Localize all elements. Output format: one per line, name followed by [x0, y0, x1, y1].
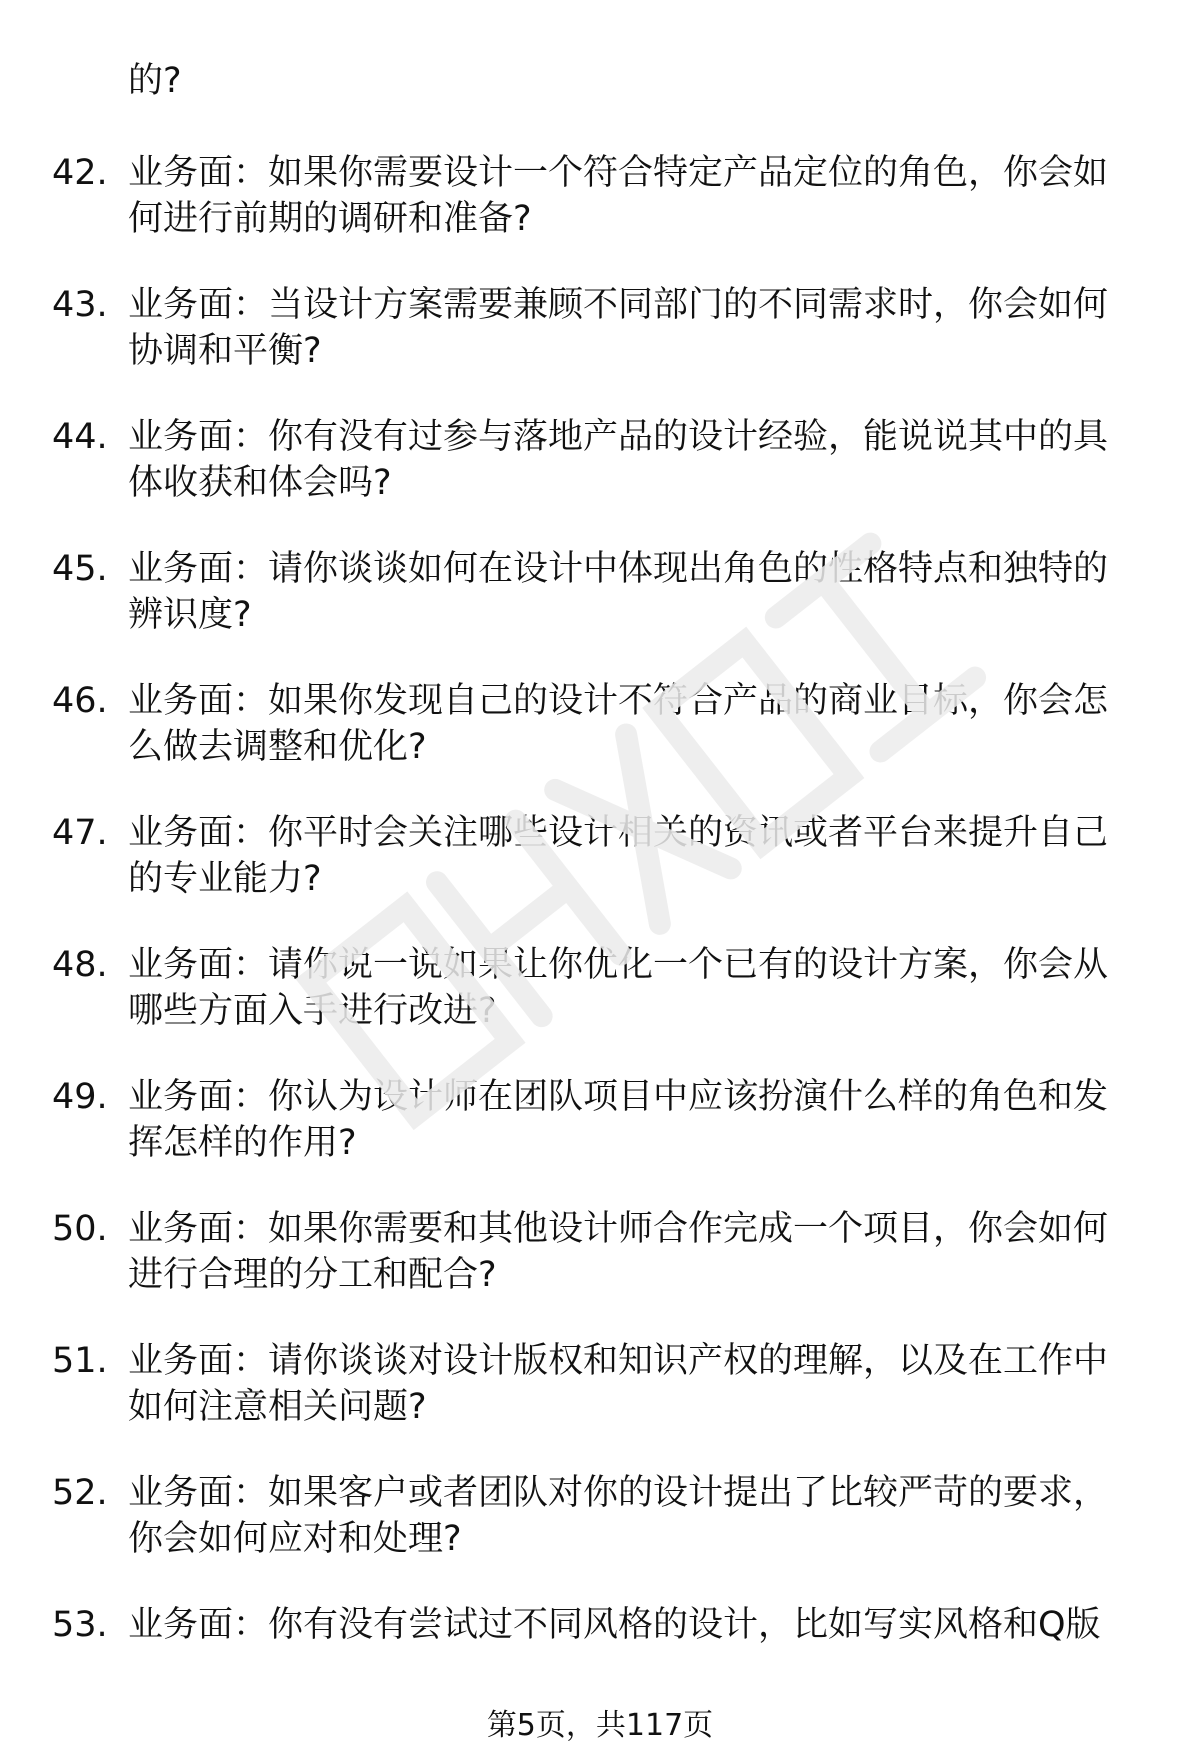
- list-item: [0, 1590, 1200, 1722]
- page-footer: 第5页，共117页: [486, 1708, 714, 1743]
- list-item: [0, 534, 1200, 666]
- list-item: [0, 1062, 1200, 1194]
- question-number: 43.: [52, 285, 108, 325]
- question-text: 业务面：请你谈谈对设计版权和知识产权的理解，以及在工作中 如何注意相关问题?: [128, 1341, 1109, 1427]
- list-item: [0, 798, 1200, 930]
- question-number: 44.: [52, 417, 108, 457]
- question-text: 业务面：你有没有尝试过不同风格的设计，比如写实风格和Q版: [128, 1605, 1101, 1645]
- question-number: 46.: [52, 681, 108, 721]
- question-text: 业务面：当设计方案需要兼顾不同部门的不同需求时，你会如何 协调和平衡?: [128, 285, 1109, 371]
- question-number: 48.: [52, 945, 108, 985]
- question-number: 53.: [52, 1605, 108, 1645]
- question-text: 业务面：如果你需要和其他设计师合作完成一个项目，你会如何 进行合理的分工和配合?: [128, 1209, 1109, 1295]
- list-item: [0, 666, 1200, 798]
- question-number: 51.: [52, 1341, 108, 1381]
- question-number: 45.: [52, 549, 108, 589]
- question-number: 52.: [52, 1473, 108, 1513]
- question-text: 业务面：如果你需要设计一个符合特定产品定位的角色，你会如 何进行前期的调研和准备?: [128, 153, 1109, 239]
- continued-question-text: 的?: [128, 61, 182, 101]
- question-text: 业务面：你平时会关注哪些设计相关的资讯或者平台来提升自己 的专业能力?: [128, 813, 1109, 899]
- question-number: 47.: [52, 813, 108, 853]
- question-text: 业务面：你有没有过参与落地产品的设计经验，能说说其中的具 体收获和体会吗?: [128, 417, 1109, 503]
- question-list: [0, 138, 1200, 1722]
- question-text: 业务面：请你说一说如果让你优化一个已有的设计方案，你会从 哪些方面入手进行改进?: [128, 945, 1109, 1031]
- question-number: 49.: [52, 1077, 108, 1117]
- list-item: [0, 138, 1200, 270]
- question-number: 42.: [52, 153, 108, 193]
- question-text: 业务面：如果你发现自己的设计不符合产品的商业目标，你会怎 么做去调整和优化?: [128, 681, 1109, 767]
- list-item: [0, 270, 1200, 402]
- question-text: 业务面：你认为设计师在团队项目中应该扮演什么样的角色和发 挥怎样的作用?: [128, 1077, 1109, 1163]
- list-item: [0, 402, 1200, 534]
- list-item: [0, 930, 1200, 1062]
- question-text: 业务面：如果客户或者团队对你的设计提出了比较严苛的要求， 你会如何应对和处理?: [128, 1473, 1109, 1559]
- list-item: [0, 1458, 1200, 1590]
- question-number: 50.: [52, 1209, 108, 1249]
- question-text: 业务面：请你谈谈如何在设计中体现出角色的性格特点和独特的 辨识度?: [128, 549, 1109, 635]
- list-item: [0, 1194, 1200, 1326]
- list-item: [0, 1326, 1200, 1458]
